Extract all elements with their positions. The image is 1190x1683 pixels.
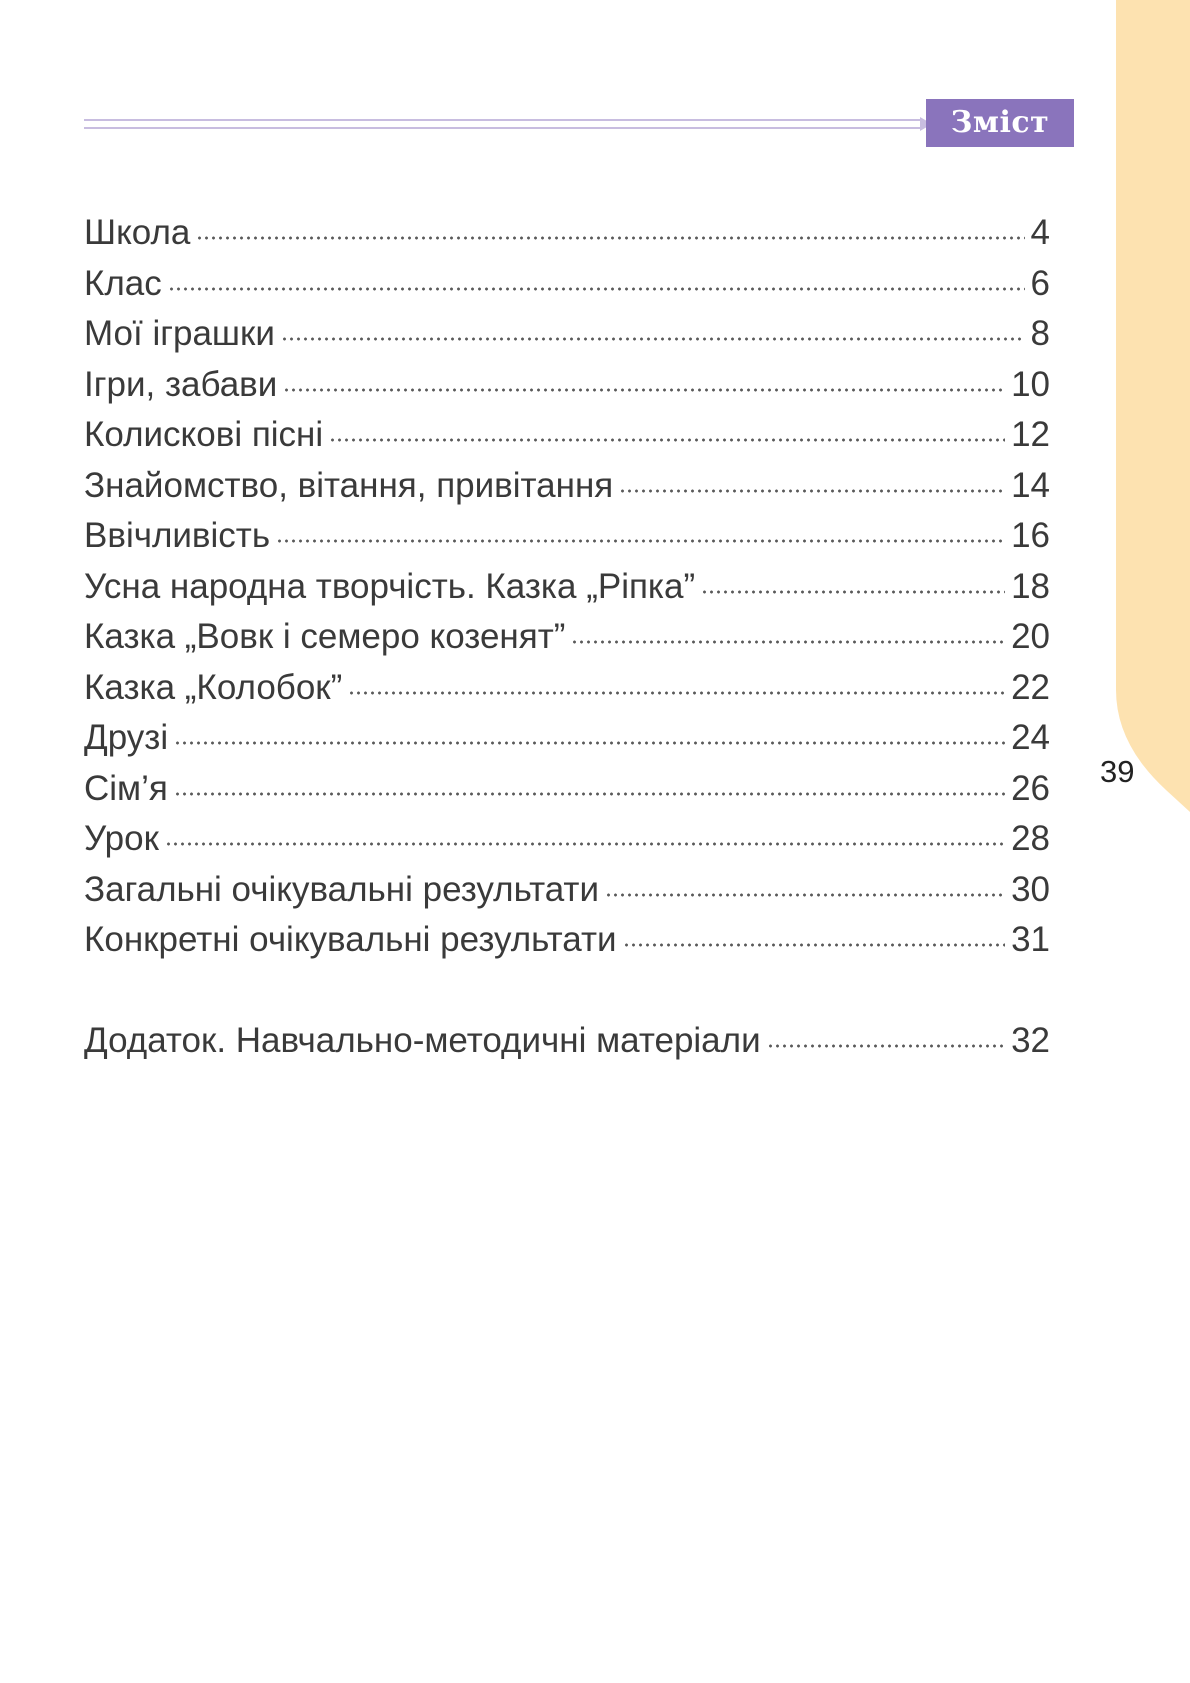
dot-leader	[281, 337, 1025, 341]
dot-leader	[571, 640, 1005, 644]
toc-entry[interactable]	[84, 764, 1050, 815]
toc-entry[interactable]	[84, 713, 1050, 764]
toc-entry[interactable]	[84, 511, 1050, 562]
toc-entry[interactable]	[84, 208, 1050, 259]
toc-entry-title: Сім’я	[84, 768, 168, 808]
toc-entry-title: Колискові пісні	[84, 415, 324, 454]
toc-entry-page: 31	[1011, 920, 1050, 959]
header-rule	[84, 117, 934, 131]
toc-entry-title: Конкретні очікувальні результати	[84, 920, 617, 959]
toc-entry-title: Додаток. Навчально-методичні матеріали	[84, 1020, 761, 1060]
toc-entry-title: Знайомство, вітання, привітання	[84, 465, 614, 505]
toc-entry[interactable]	[84, 814, 1050, 865]
toc-entry-page: 6	[1030, 263, 1050, 303]
toc-entry-title: Мої іграшки	[84, 314, 275, 353]
toc-entry-title: Урок	[84, 819, 159, 858]
toc-entry-title: Загальні очікувальні результати	[84, 869, 600, 909]
dot-leader	[276, 539, 1005, 543]
toc-entry[interactable]	[84, 410, 1050, 461]
dot-leader	[196, 236, 1024, 240]
toc-entry[interactable]	[84, 562, 1050, 613]
toc-entry-page: 32	[1011, 1020, 1050, 1060]
dot-leader	[701, 590, 1005, 594]
toc-entry-title: Усна народна творчість. Казка „Ріпка”	[84, 566, 696, 606]
toc-entry-title: Друзі	[84, 718, 169, 757]
toc-entry-page: 24	[1011, 718, 1050, 757]
toc-entry-page: 14	[1011, 465, 1050, 505]
dot-leader	[605, 893, 1005, 897]
table-of-contents	[84, 208, 1050, 1066]
section-title-badge: Зміст	[926, 99, 1074, 147]
toc-entry[interactable]	[84, 309, 1050, 360]
toc-entry[interactable]	[84, 915, 1050, 966]
toc-entry-page: 26	[1011, 768, 1050, 808]
toc-entry-title: Ввічливість	[84, 516, 271, 555]
dot-leader	[623, 943, 1005, 947]
dot-leader	[348, 691, 1005, 695]
dot-leader	[767, 1044, 1005, 1048]
toc-entry[interactable]	[84, 612, 1050, 663]
toc-entry[interactable]	[84, 360, 1050, 411]
toc-entry-page: 8	[1030, 314, 1050, 353]
toc-entry-page: 28	[1011, 819, 1050, 858]
toc-entry-title: Школа	[84, 213, 191, 252]
toc-entry-page: 12	[1011, 415, 1050, 454]
toc-entry-page: 22	[1011, 667, 1050, 707]
dot-leader	[174, 741, 1005, 745]
toc-entry-page: 4	[1030, 213, 1050, 252]
toc-entry-title: Клас	[84, 263, 162, 303]
toc-entry[interactable]	[84, 865, 1050, 916]
dot-leader	[283, 388, 1005, 392]
toc-entry-page: 20	[1011, 617, 1050, 656]
dot-leader	[174, 792, 1005, 796]
toc-entry-page: 30	[1011, 869, 1050, 909]
toc-entry-appendix[interactable]	[84, 1016, 1050, 1067]
dot-leader	[329, 438, 1005, 442]
toc-entry-page: 10	[1011, 364, 1050, 404]
toc-entry-page: 16	[1011, 516, 1050, 555]
dot-leader	[165, 842, 1005, 846]
toc-entry-title: Ігри, забави	[84, 364, 278, 404]
toc-entry-page: 18	[1011, 566, 1050, 606]
toc-entry[interactable]	[84, 663, 1050, 714]
toc-entry-title: Казка „Колобок”	[84, 667, 343, 707]
page-number: 39	[1100, 754, 1135, 789]
toc-entry[interactable]	[84, 461, 1050, 512]
dot-leader	[619, 489, 1005, 493]
toc-entry-title: Казка „Вовк і семеро козенят”	[84, 617, 566, 656]
dot-leader	[168, 287, 1025, 291]
toc-entry[interactable]	[84, 259, 1050, 310]
